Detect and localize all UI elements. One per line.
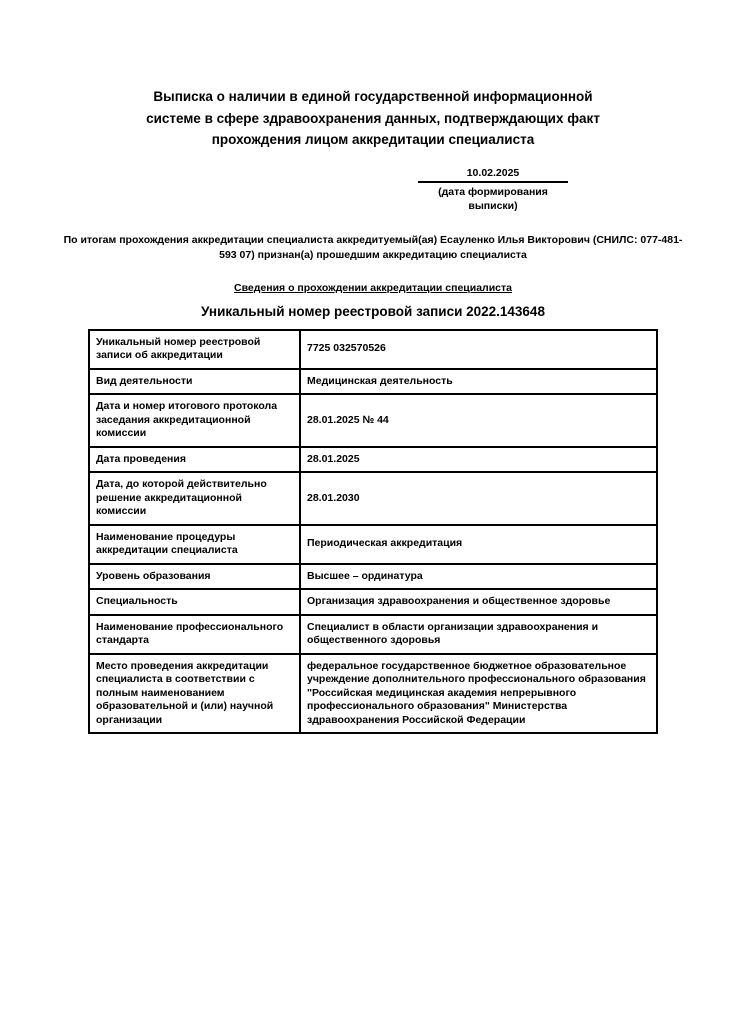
- table-row: [89, 615, 657, 654]
- issue-date: 10.02.2025: [418, 166, 568, 183]
- table-row: [89, 589, 657, 615]
- table-row: [89, 369, 657, 395]
- row-label: Вид деятельности: [89, 369, 300, 395]
- row-label: Дата проведения: [89, 447, 300, 473]
- table-row: [89, 472, 657, 525]
- row-value: Специалист в области организации здравоохранения и общественного здоровья: [300, 615, 657, 654]
- row-label: Дата и номер итогового протокола заседания аккредитационной комиссии: [89, 394, 300, 447]
- document-title: [103, 86, 643, 151]
- issue-date-caption: (дата формирования выписки): [438, 185, 548, 212]
- table-row: [89, 654, 657, 734]
- row-value: Организация здравоохранения и общественное здоровье: [300, 589, 657, 615]
- intro-line: 593 07) признан(а) прошедшим аккредитацию специалиста: [219, 248, 527, 261]
- intro-line: По итогам прохождения аккредитации специалиста аккредитуемый(ая) Есауленко Илья Викторович (СНИЛС: 077-481-: [63, 233, 683, 246]
- row-label: Место проведения аккредитации специалиста в соответствии с полным наименованием образовательной и (или) научной организации: [89, 654, 300, 734]
- row-value: Медицинская деятельность: [300, 369, 657, 395]
- row-value: 7725 032570526: [300, 330, 657, 369]
- row-value: Высшее – ординатура: [300, 564, 657, 590]
- table-row: [89, 564, 657, 590]
- accreditation-info-table: [88, 329, 658, 735]
- row-value: федеральное государственное бюджетное образовательное учреждение дополнительного профессионального образования "Российская медицинская академия непрерывного профессионального образования" Министерства здравоохранения Российской Федерации: [300, 654, 657, 734]
- row-label: Уникальный номер реестровой записи об аккредитации: [89, 330, 300, 369]
- table-row: [89, 525, 657, 564]
- row-label: Специальность: [89, 589, 300, 615]
- table-row: [89, 330, 657, 369]
- table-row: [89, 447, 657, 473]
- row-label: Дата, до которой действительно решение аккредитационной комиссии: [89, 472, 300, 525]
- row-value: 28.01.2030: [300, 472, 657, 525]
- section-heading: Сведения о прохождении аккредитации специалиста: [234, 281, 512, 294]
- row-value: Периодическая аккредитация: [300, 525, 657, 564]
- row-label: Наименование профессионального стандарта: [89, 615, 300, 654]
- row-label: Наименование процедуры аккредитации специалиста: [89, 525, 300, 564]
- row-value: 28.01.2025: [300, 447, 657, 473]
- document-title-line: Выписка о наличии в единой государственной информационной: [153, 89, 593, 104]
- registry-number-heading: Уникальный номер реестровой записи 2022.143648: [201, 303, 545, 319]
- document-title-line: системе в сфере здравоохранения данных, подтверждающих факт: [146, 110, 600, 126]
- document-title-line: прохождения лицом аккредитации специалиста: [211, 132, 535, 147]
- intro-paragraph: [0, 233, 746, 263]
- table-row: [89, 394, 657, 447]
- row-value: 28.01.2025 № 44: [300, 394, 657, 447]
- issue-date-block: [418, 166, 568, 213]
- row-label: Уровень образования: [89, 564, 300, 590]
